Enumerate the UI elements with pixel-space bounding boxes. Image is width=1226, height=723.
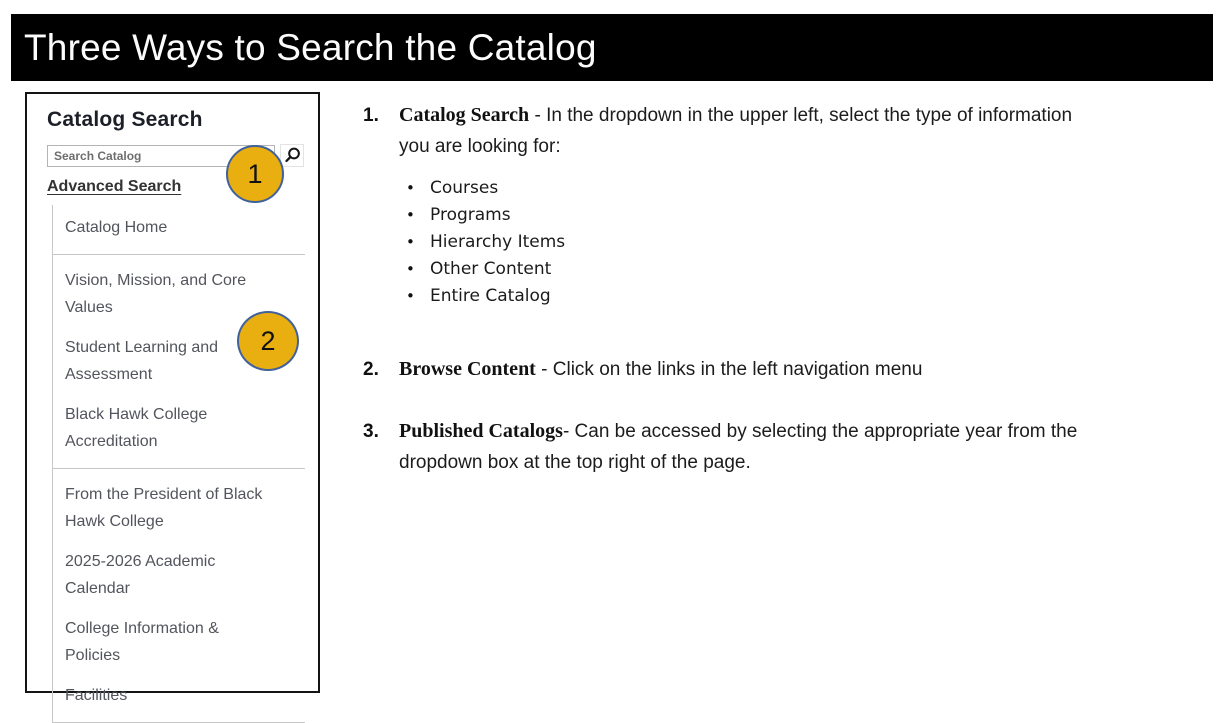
callout-badge-1: [226, 145, 284, 203]
nav-divider: [52, 254, 305, 255]
instruction-term: Catalog Search: [399, 104, 530, 126]
page-title: Three Ways to Search the Catalog: [24, 26, 597, 68]
bullet-icon: •: [406, 287, 415, 305]
instruction-1: [363, 100, 1099, 162]
catalog-nav: [52, 205, 304, 723]
nav-item-facilities[interactable]: Facilities: [65, 687, 128, 704]
instruction-text: [399, 100, 1099, 162]
instruction-term: Browse Content: [399, 358, 536, 380]
bullet-icon: •: [406, 206, 415, 224]
bullet-icon: •: [406, 260, 415, 278]
nav-item-college-info[interactable]: College Information & Policies: [65, 620, 219, 664]
instruction-body-text: In the dropdown in the upper left, select the type of information you are looking for:: [399, 105, 1073, 157]
list-item: [406, 256, 565, 283]
instruction-separator: -: [529, 105, 547, 126]
list-item-label: Programs: [430, 205, 511, 225]
nav-item-academic-calendar[interactable]: 2025-2026 Academic Calendar: [65, 553, 216, 597]
instruction-2: [363, 354, 922, 385]
list-item-label: Hierarchy Items: [430, 232, 566, 252]
instruction-body-text: Can be accessed by selecting the appropriate year from the dropdown box at the top right of the page.: [399, 421, 1078, 473]
list-item: [406, 229, 565, 256]
instruction-separator: -: [562, 421, 575, 442]
callout-badge-2: [237, 311, 299, 371]
list-item: [406, 175, 565, 202]
instruction-body-text: Click on the links in the left navigation menu: [552, 359, 923, 380]
search-type-list: [406, 175, 565, 310]
list-item-label: Courses: [430, 178, 499, 198]
callout-number: 2: [260, 325, 276, 356]
advanced-search-link[interactable]: Advanced Search: [47, 178, 182, 195]
callout-number: 1: [247, 158, 263, 189]
search-icon: [283, 146, 302, 165]
list-item: [406, 202, 565, 229]
bullet-icon: •: [406, 179, 415, 197]
list-item-label: Other Content: [430, 259, 552, 279]
bullet-icon: •: [406, 233, 415, 251]
list-item-label: Entire Catalog: [430, 286, 551, 306]
nav-item-president[interactable]: From the President of Black Hawk College: [65, 486, 263, 530]
list-item: [406, 283, 565, 310]
instruction-number: 1.: [363, 105, 379, 126]
instruction-3: [363, 416, 1094, 478]
search-button[interactable]: [280, 144, 304, 167]
nav-item-vision-mission[interactable]: Vision, Mission, and Core Values: [65, 272, 247, 316]
instruction-term: Published Catalogs: [399, 420, 563, 442]
nav-item-catalog-home[interactable]: Catalog Home: [65, 219, 168, 236]
instruction-number: 2.: [363, 359, 379, 380]
nav-item-accreditation[interactable]: Black Hawk College Accreditation: [65, 406, 208, 450]
panel-title: Catalog Search: [47, 108, 203, 131]
instruction-separator: -: [535, 359, 553, 380]
nav-divider: [52, 468, 305, 469]
nav-item-student-learning[interactable]: Student Learning and Assessment: [65, 339, 219, 383]
instruction-text: [399, 354, 922, 385]
instruction-number: 3.: [363, 421, 379, 442]
instruction-text: [399, 416, 1094, 478]
slide-title-bar: [11, 14, 1213, 81]
